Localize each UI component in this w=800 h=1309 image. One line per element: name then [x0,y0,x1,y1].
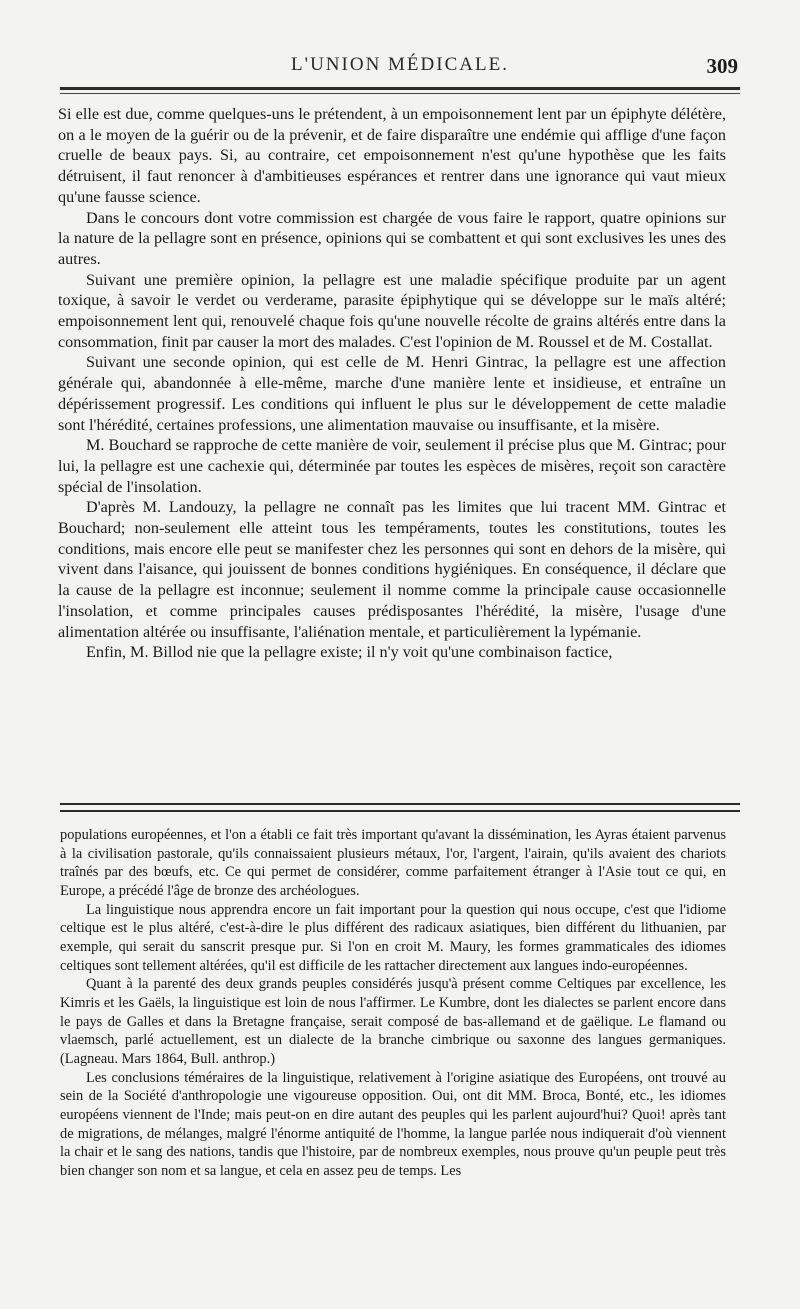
foot-paragraph-1: populations européennes, et l'on a établi ce fait très important qu'avant la dissémination, les Ayras étaient parvenus à la civilisation pastorale, qu'ils connaissaient plusieurs métaux, l'or, l'argent, l'airain, qu'ils avaient des chariots traînés par des bœufs, etc. Ce qui permet de considérer, comme parfaitement étranger à l'Asie tout ce qui, en Europe, a précédé l'âge de bronze des archéologues. [60,827,726,899]
running-title: L'UNION MÉDICALE. [291,54,509,75]
feuilleton-text [60,826,726,1180]
page-number: 309 [706,54,738,78]
main-paragraph-1: Si elle est due, comme quelques-uns le prétendent, à un empoisonnement lent par un épiphyte délétère, on a le moyen de la guérir ou de la prévenir, et de faire disparaître une endémie qui afflige d'une façon cruelle de beaux pays. Si, au contraire, cet empoisonnement n'est qu'une hypothèse que les faits détruisent, il faut renoncer à d'ambitieuses espérances et rentrer dans une ignorance qui vaut mieux qu'une fausse science. [58,105,726,206]
section-divider [60,803,740,805]
section-divider-second [60,810,740,812]
main-paragraph-2: Dans le concours dont votre commission est chargée de vous faire le rapport, quatre opinions sur la nature de la pellagre sont en présence, opinions qui se combattent et qui sont exclusives les unes des autres. [58,208,726,268]
foot-paragraph-3: Quant à la parenté des deux grands peuples considérés jusqu'à présent comme Celtiques par excellence, les Kimris et les Gaëls, la linguistique est loin de nous l'affirmer. Le Kumbre, dont les dialectes se parlent encore dans le pays de Galles et dans la Bretagne française, serait composé de bas-allemand et de gaëlique. Le flamand ou vlaemsch, parlé actuellement, est un dialecte de la branche cimbrique ou saxonne des langues germaniques. (Lagneau. Mars 1864, Bull. anthrop.) [60,976,726,1067]
main-paragraph-6: D'après M. Landouzy, la pellagre ne connaît pas les limites que lui tracent MM. Gintrac et Bouchard; non-seulement elle atteint tous les tempéraments, toutes les constitutions, toutes les conditions, mais encore elle peut se manifester chez les personnes qui sont en dehors de la misère, qui vivent dans l'aisance, qui jouissent de bonnes conditions hygiéniques. En conséquence, il déclare que la cause de la pellagre est inconnue; seulement il nomme comme la principale cause occasionnelle l'insolation, et comme principales causes prédisposantes l'hérédité, la misère, l'usage d'une alimentation altérée ou insuffisante, l'aliénation mentale, et particulièrement la lypémanie. [58,498,726,641]
header-rule-thin [60,93,740,94]
main-paragraph-7: Enfin, M. Billod nie que la pellagre existe; il n'y voit qu'une combinaison factice, [86,643,613,662]
header-rule [60,87,740,90]
main-paragraph-4: Suivant une seconde opinion, qui est celle de M. Henri Gintrac, la pellagre est une affection générale qui, abandonnée à elle-même, marche d'une manière lente et insidieuse, et entraîne un dépérissement progressif. Les conditions qui influent le plus sur le développement de cette maladie sont l'hérédité, certaines professions, une alimentation mauvaise ou insuffisante, et la misère. [58,353,726,434]
main-paragraph-3: Suivant une première opinion, la pellagre est une maladie spécifique produite par un agent toxique, à savoir le verdet ou verderame, parasite épiphytique qui se développe sur le maïs altéré; empoisonnement lent qui, renouvelé chaque fois qu'une nouvelle récolte de grains altérés entre dans la consommation, finit par causer la mort des malades. C'est l'opinion de M. Roussel et de M. Costallat. [58,270,726,351]
foot-paragraph-2: La linguistique nous apprendra encore un fait important pour la question qui nous occupe, c'est que l'idiome celtique est le plus altéré, c'est-à-dire le plus différent des radicaux asiatiques, bien différent du lithuanien, par exemple, qui serait du sanscrit presque pur. Si l'on en croit M. Maury, les formes grammaticales des idiomes celtiques sont tellement altérées, qu'il est difficile de les rattacher directement aux langues indo-européennes. [60,901,726,974]
page-header [60,54,740,84]
main-paragraph-5: M. Bouchard se rapproche de cette manière de voir, seulement il précise plus que M. Gintrac; pour lui, la pellagre est une cachexie qui, déterminée par toutes les espèces de misères, reçoit son caractère spécial de l'insolation. [58,436,726,496]
main-text [58,104,726,663]
foot-paragraph-4: Les conclusions téméraires de la linguistique, relativement à l'origine asiatique des Européens, ont trouvé au sein de la Société d'anthropologie une vigoureuse opposition. Oui, ont dit MM. Broca, Bonté, etc., les idiomes européens viennent de l'Inde; mais peut-on en dire autant des peuples qui les parlent aujourd'hui? Quoi! après tant de migrations, de mélanges, malgré l'énorme antiquité de l'homme, la langue parlée nous indiquerait d'où viennent la chair et le sang des nations, tandis que l'histoire, par de nombreux exemples, nous prouve qu'un peuple peut très bien changer son nom et sa langue, et cela en assez peu de temps. Les [60,1069,726,1179]
